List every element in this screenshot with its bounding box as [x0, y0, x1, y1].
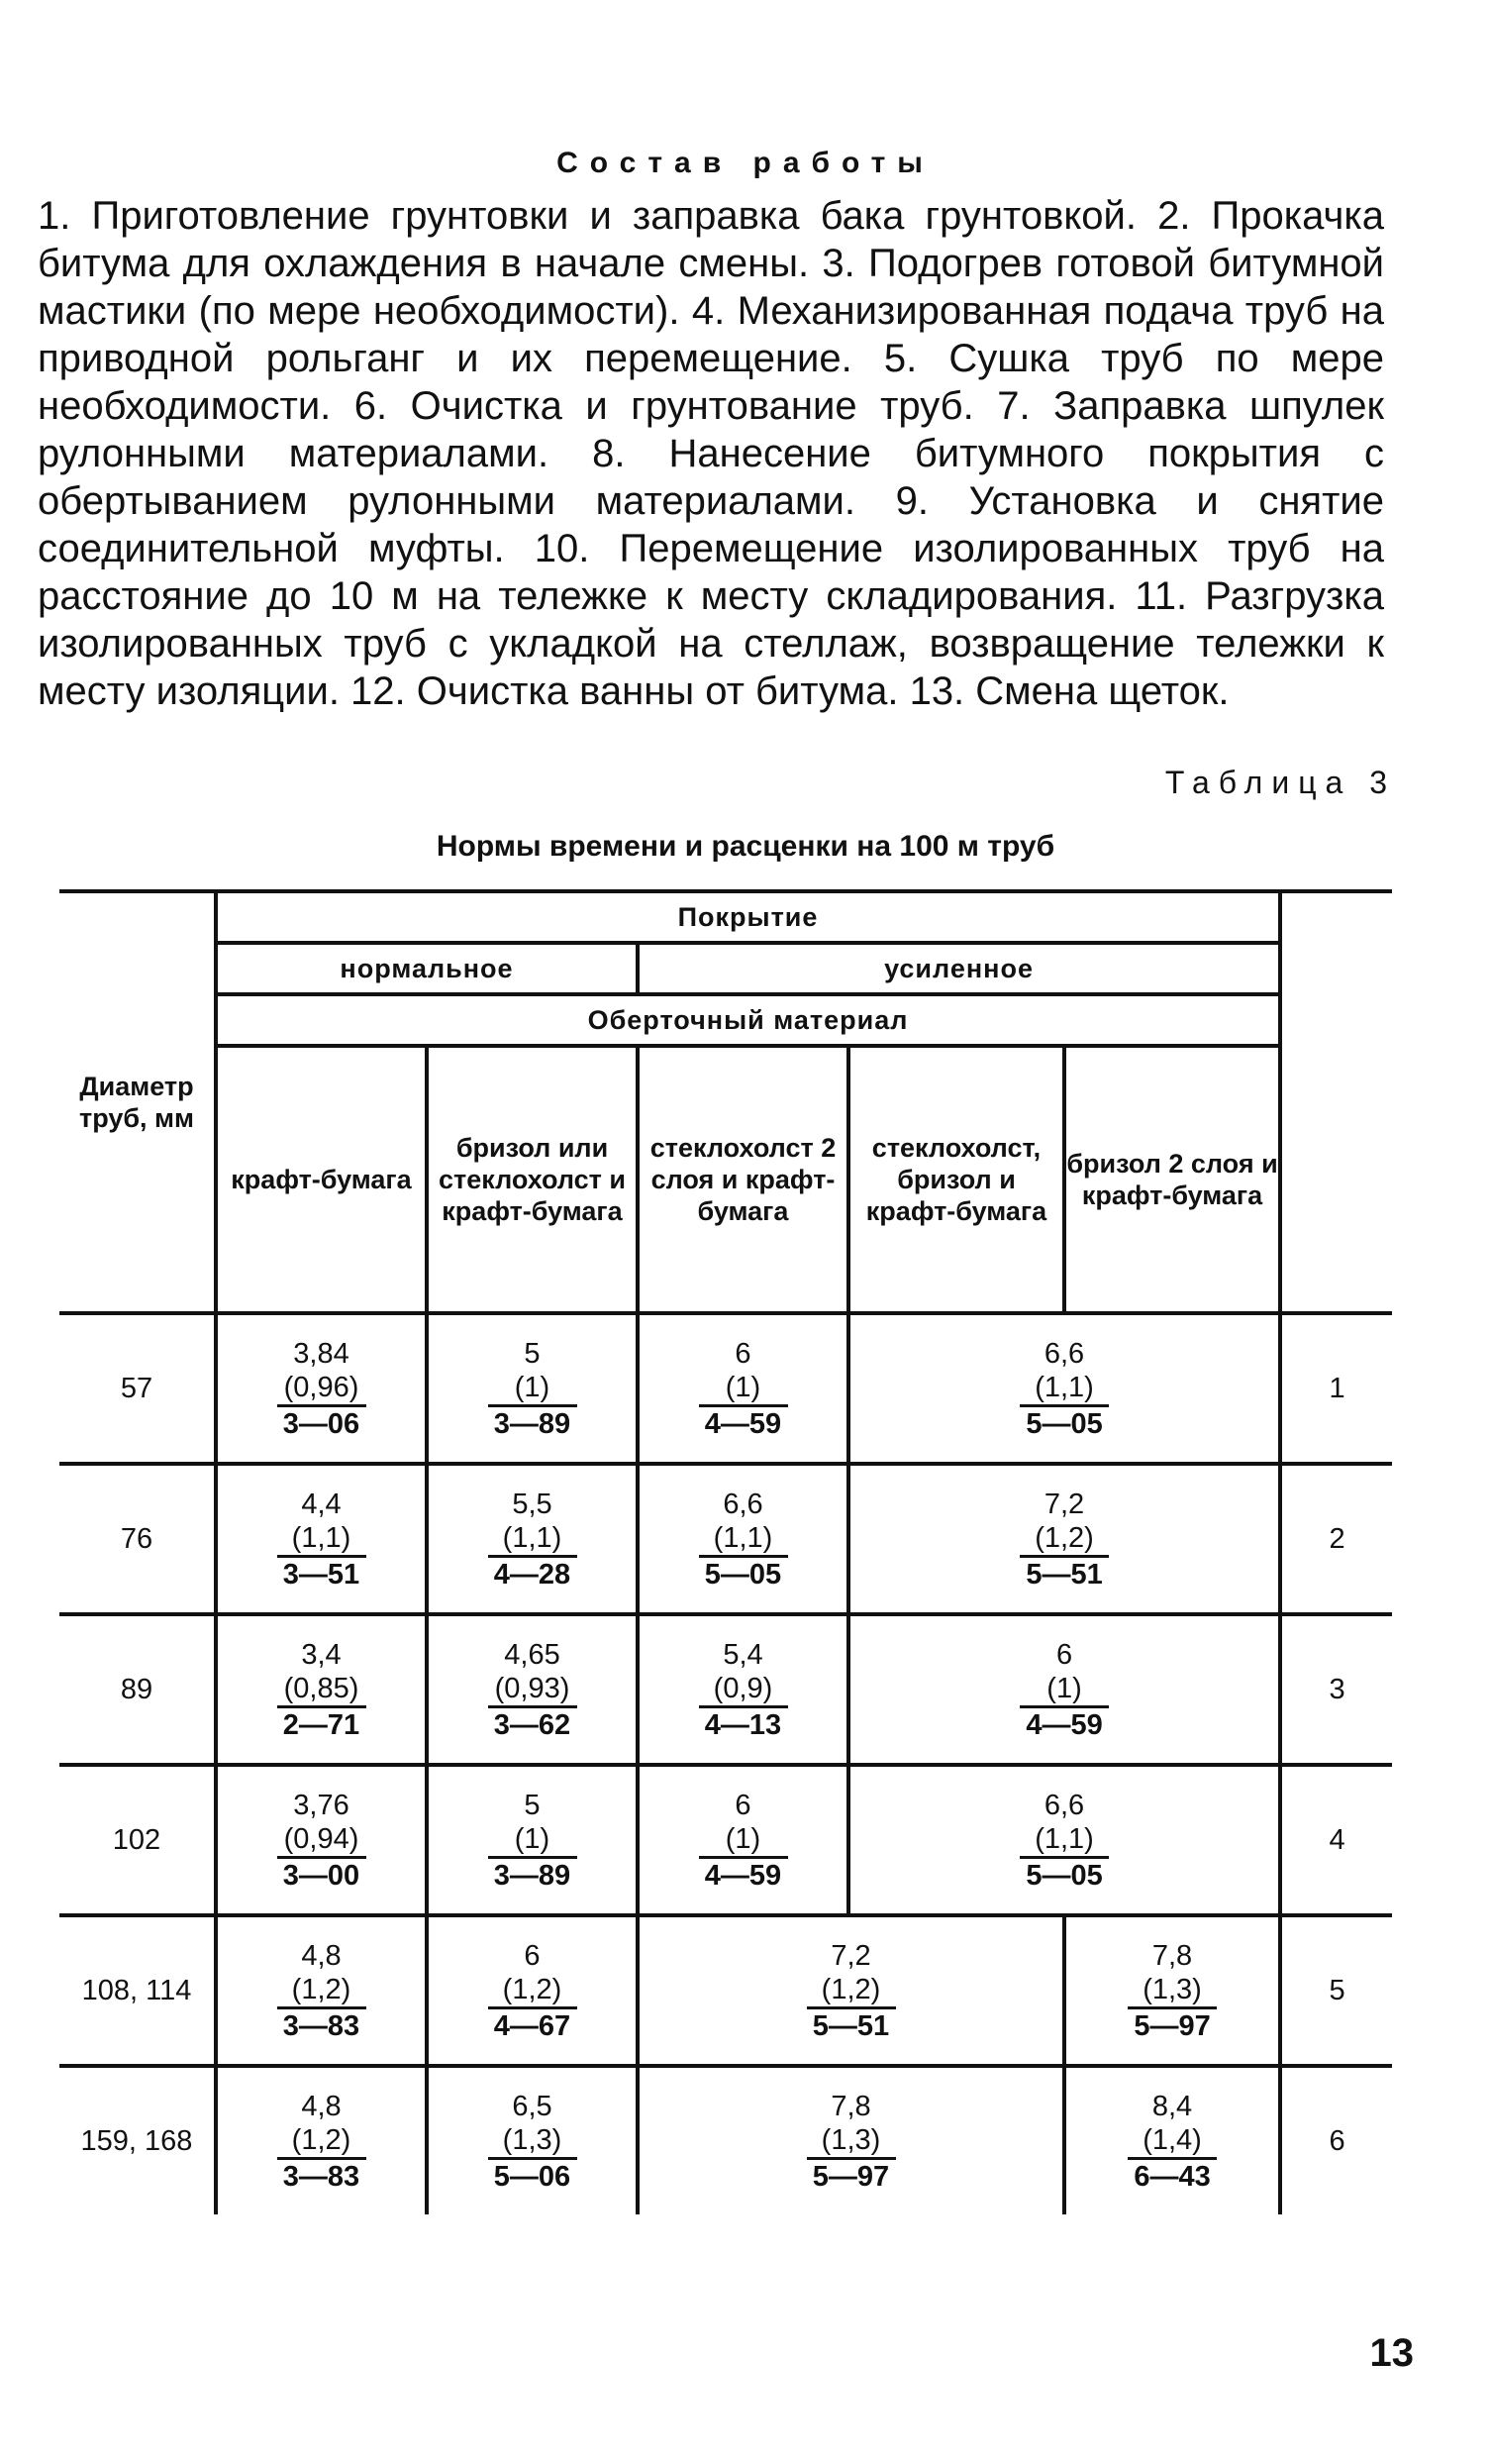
norm-fraction [699, 1488, 788, 1591]
norm-fraction [699, 1789, 788, 1893]
crew-norm: (1,3) [821, 2123, 881, 2156]
diameter-cell: 89 [59, 1614, 216, 1765]
normal-header: нормальное [216, 943, 638, 994]
crew-norm: (1,1) [1035, 1822, 1094, 1855]
time-norm: 7,8 [1151, 1939, 1193, 1972]
diameter-cell: 76 [59, 1464, 216, 1614]
norm-fraction [277, 1789, 366, 1893]
value-cell [216, 1313, 427, 1464]
value-cell [1064, 2066, 1280, 2214]
time-norm: 6 [1055, 1638, 1073, 1671]
value-cell [216, 1614, 427, 1765]
rate: 3—00 [277, 1856, 366, 1893]
time-norm: 5 [524, 1337, 541, 1370]
norms-table [59, 889, 1392, 2214]
row-number-header [1280, 891, 1392, 1313]
row-number: 4 [1280, 1765, 1392, 1915]
rate: 5—97 [1128, 2006, 1217, 2043]
value-cell [848, 1614, 1280, 1765]
crew-norm: (1,4) [1143, 2123, 1202, 2156]
diameter-cell: 102 [59, 1765, 216, 1915]
rate: 4—13 [699, 1705, 788, 1742]
value-cell [638, 1915, 1064, 2066]
row-number: 5 [1280, 1915, 1392, 2066]
rate: 6—43 [1128, 2157, 1217, 2194]
value-cell [638, 1313, 848, 1464]
rate: 3—83 [277, 2157, 366, 2194]
value-cell [638, 2066, 1064, 2214]
norm-fraction [1128, 2090, 1217, 2194]
norm-fraction [488, 1488, 577, 1591]
rate: 5—06 [488, 2157, 577, 2194]
value-cell [638, 1464, 848, 1614]
time-norm: 4,8 [301, 1939, 342, 1972]
value-cell [848, 1464, 1280, 1614]
table-row [59, 1313, 1392, 1464]
page-number: 13 [1369, 2331, 1414, 2375]
rate: 3—89 [488, 1404, 577, 1441]
rate: 4—67 [488, 2006, 577, 2043]
crew-norm: (0,9) [713, 1672, 773, 1704]
time-norm: 5 [524, 1789, 541, 1821]
diameter-header: Диаметр труб, мм [59, 891, 216, 1313]
value-cell [427, 1765, 638, 1915]
row-number: 6 [1280, 2066, 1392, 2214]
norm-fraction [1128, 1939, 1217, 2043]
norm-fraction [277, 1939, 366, 2043]
crew-norm: (1,3) [1143, 1973, 1202, 2005]
rate: 4—59 [1020, 1705, 1109, 1742]
material-header: стеклохолст, бризол и крафт-бумага [848, 1046, 1064, 1313]
row-number: 3 [1280, 1614, 1392, 1765]
rate: 3—06 [277, 1404, 366, 1441]
time-norm: 3,84 [293, 1337, 349, 1370]
crew-norm: (1,2) [1035, 1521, 1094, 1554]
crew-norm: (0,94) [283, 1822, 359, 1855]
time-norm: 6 [524, 1939, 541, 1972]
crew-norm: (1,1) [291, 1521, 351, 1554]
crew-norm: (0,96) [283, 1371, 359, 1403]
time-norm: 7,2 [831, 1939, 871, 1972]
crew-norm: (1) [725, 1822, 761, 1855]
crew-norm: (1) [514, 1822, 550, 1855]
rate: 4—28 [488, 1555, 577, 1591]
rate: 5—05 [1020, 1404, 1109, 1441]
reinforced-header: усиленное [638, 943, 1280, 994]
work-description: 1. Приготовление грунтовки и заправка бака грунтовкой. 2. Прокачка битума для охлаждения в начале смены. 3. Подогрев готовой битумной мастики (по мере необходимости). 4. Механизированная подача труб на приводной рольганг и их перемещение. 5. Сушка труб по мере необходимости. 6. Очистка и грунтование труб. 7. Заправка шпулек рулонными материалами. 8. Нанесение битумного покрытия с обертыванием рулонными материалами. 9. Установка и снятие соединительной муфты. 10. Перемещение изолированных труб на расстояние до 10 м на тележке к месту складирования. 11. Разгрузка изолированных труб с укладкой на стеллаж, возвращение тележки к месту изоляции. 12. Очистка ванны от битума. 13. Смена щеток. [38, 194, 1384, 713]
wrapping-header: Оберточный материал [216, 994, 1280, 1046]
row-number: 1 [1280, 1313, 1392, 1464]
norm-fraction [488, 1789, 577, 1893]
value-cell [427, 1915, 638, 2066]
time-norm: 6,6 [723, 1488, 763, 1520]
value-cell [216, 1464, 427, 1614]
crew-norm: (1) [1046, 1672, 1082, 1704]
value-cell [638, 1765, 848, 1915]
value-cell [1064, 1915, 1280, 2066]
time-norm: 6,6 [1044, 1337, 1085, 1370]
value-cell [427, 1614, 638, 1765]
norm-fraction [277, 1488, 366, 1591]
time-norm: 7,2 [1044, 1488, 1085, 1520]
norm-fraction [807, 2090, 896, 2194]
time-norm: 3,76 [293, 1789, 349, 1821]
norm-fraction [277, 1638, 366, 1742]
rate: 4—59 [699, 1404, 788, 1441]
time-norm: 6,6 [1044, 1789, 1085, 1821]
table-row [59, 1765, 1392, 1915]
value-cell [427, 1464, 638, 1614]
time-norm: 8,4 [1151, 2090, 1193, 2122]
coating-header: Покрытие [216, 891, 1280, 943]
time-norm: 5,5 [512, 1488, 552, 1520]
material-header: стеклохолст 2 слоя и крафт-бумага [638, 1046, 848, 1313]
crew-norm: (1,1) [713, 1521, 773, 1554]
value-cell [848, 1313, 1280, 1464]
material-header: бризол 2 слоя и крафт-бумага [1064, 1046, 1280, 1313]
crew-norm: (1) [725, 1371, 761, 1403]
table-row [59, 1614, 1392, 1765]
time-norm: 5,4 [723, 1638, 763, 1671]
value-cell [638, 1614, 848, 1765]
value-cell [848, 1765, 1280, 1915]
crew-norm: (0,85) [283, 1672, 359, 1704]
time-norm: 6 [735, 1789, 751, 1821]
norm-fraction [488, 1939, 577, 2043]
norm-fraction [1020, 1638, 1109, 1742]
time-norm: 4,4 [301, 1488, 342, 1520]
time-norm: 7,8 [831, 2090, 871, 2122]
crew-norm: (1,3) [502, 2123, 562, 2156]
crew-norm: (1,2) [821, 1973, 881, 2005]
rate: 5—97 [807, 2157, 896, 2194]
crew-norm: (1,1) [502, 1521, 562, 1554]
section-heading: Состав работы [556, 147, 935, 179]
table-title: Нормы времени и расценки на 100 м труб [436, 830, 1055, 863]
norm-fraction [1020, 1488, 1109, 1591]
rate: 3—62 [488, 1705, 577, 1742]
rate: 5—05 [1020, 1856, 1109, 1893]
crew-norm: (1,2) [291, 2123, 351, 2156]
diameter-cell: 57 [59, 1313, 216, 1464]
time-norm: 6,5 [512, 2090, 552, 2122]
norm-fraction [1020, 1789, 1109, 1893]
rate: 5—05 [699, 1555, 788, 1591]
value-cell [427, 1313, 638, 1464]
crew-norm: (0,93) [494, 1672, 570, 1704]
table-row [59, 2066, 1392, 2214]
rate: 3—51 [277, 1555, 366, 1591]
crew-norm: (1,2) [502, 1973, 562, 2005]
crew-norm: (1,2) [291, 1973, 351, 2005]
norm-fraction [488, 1337, 577, 1441]
table-row [59, 1464, 1392, 1614]
norm-fraction [1020, 1337, 1109, 1441]
norm-fraction [277, 2090, 366, 2194]
rate: 3—89 [488, 1856, 577, 1893]
norm-fraction [488, 2090, 577, 2194]
row-number: 2 [1280, 1464, 1392, 1614]
rate: 2—71 [277, 1705, 366, 1742]
value-cell [216, 2066, 427, 2214]
rate: 3—83 [277, 2006, 366, 2043]
norm-fraction [807, 1939, 896, 2043]
value-cell [216, 1915, 427, 2066]
time-norm: 3,4 [301, 1638, 342, 1671]
diameter-cell: 159, 168 [80, 2125, 193, 2157]
time-norm: 4,8 [301, 2090, 342, 2122]
value-cell [216, 1765, 427, 1915]
norm-fraction [277, 1337, 366, 1441]
material-header: крафт-бумага [216, 1046, 427, 1313]
norm-fraction [699, 1638, 788, 1742]
time-norm: 4,65 [504, 1638, 560, 1671]
table-row [59, 1915, 1392, 2066]
rate: 5—51 [1020, 1555, 1109, 1591]
rate: 4—59 [699, 1856, 788, 1893]
time-norm: 6 [735, 1337, 751, 1370]
norm-fraction [488, 1638, 577, 1742]
norm-fraction [699, 1337, 788, 1441]
crew-norm: (1) [514, 1371, 550, 1403]
material-header: бризол или стеклохолст и крафт-бумага [427, 1046, 638, 1313]
rate: 5—51 [807, 2006, 896, 2043]
value-cell [427, 2066, 638, 2214]
table-number: Таблица 3 [1164, 765, 1396, 800]
diameter-cell: 108, 114 [59, 1915, 216, 2066]
crew-norm: (1,1) [1035, 1371, 1094, 1403]
